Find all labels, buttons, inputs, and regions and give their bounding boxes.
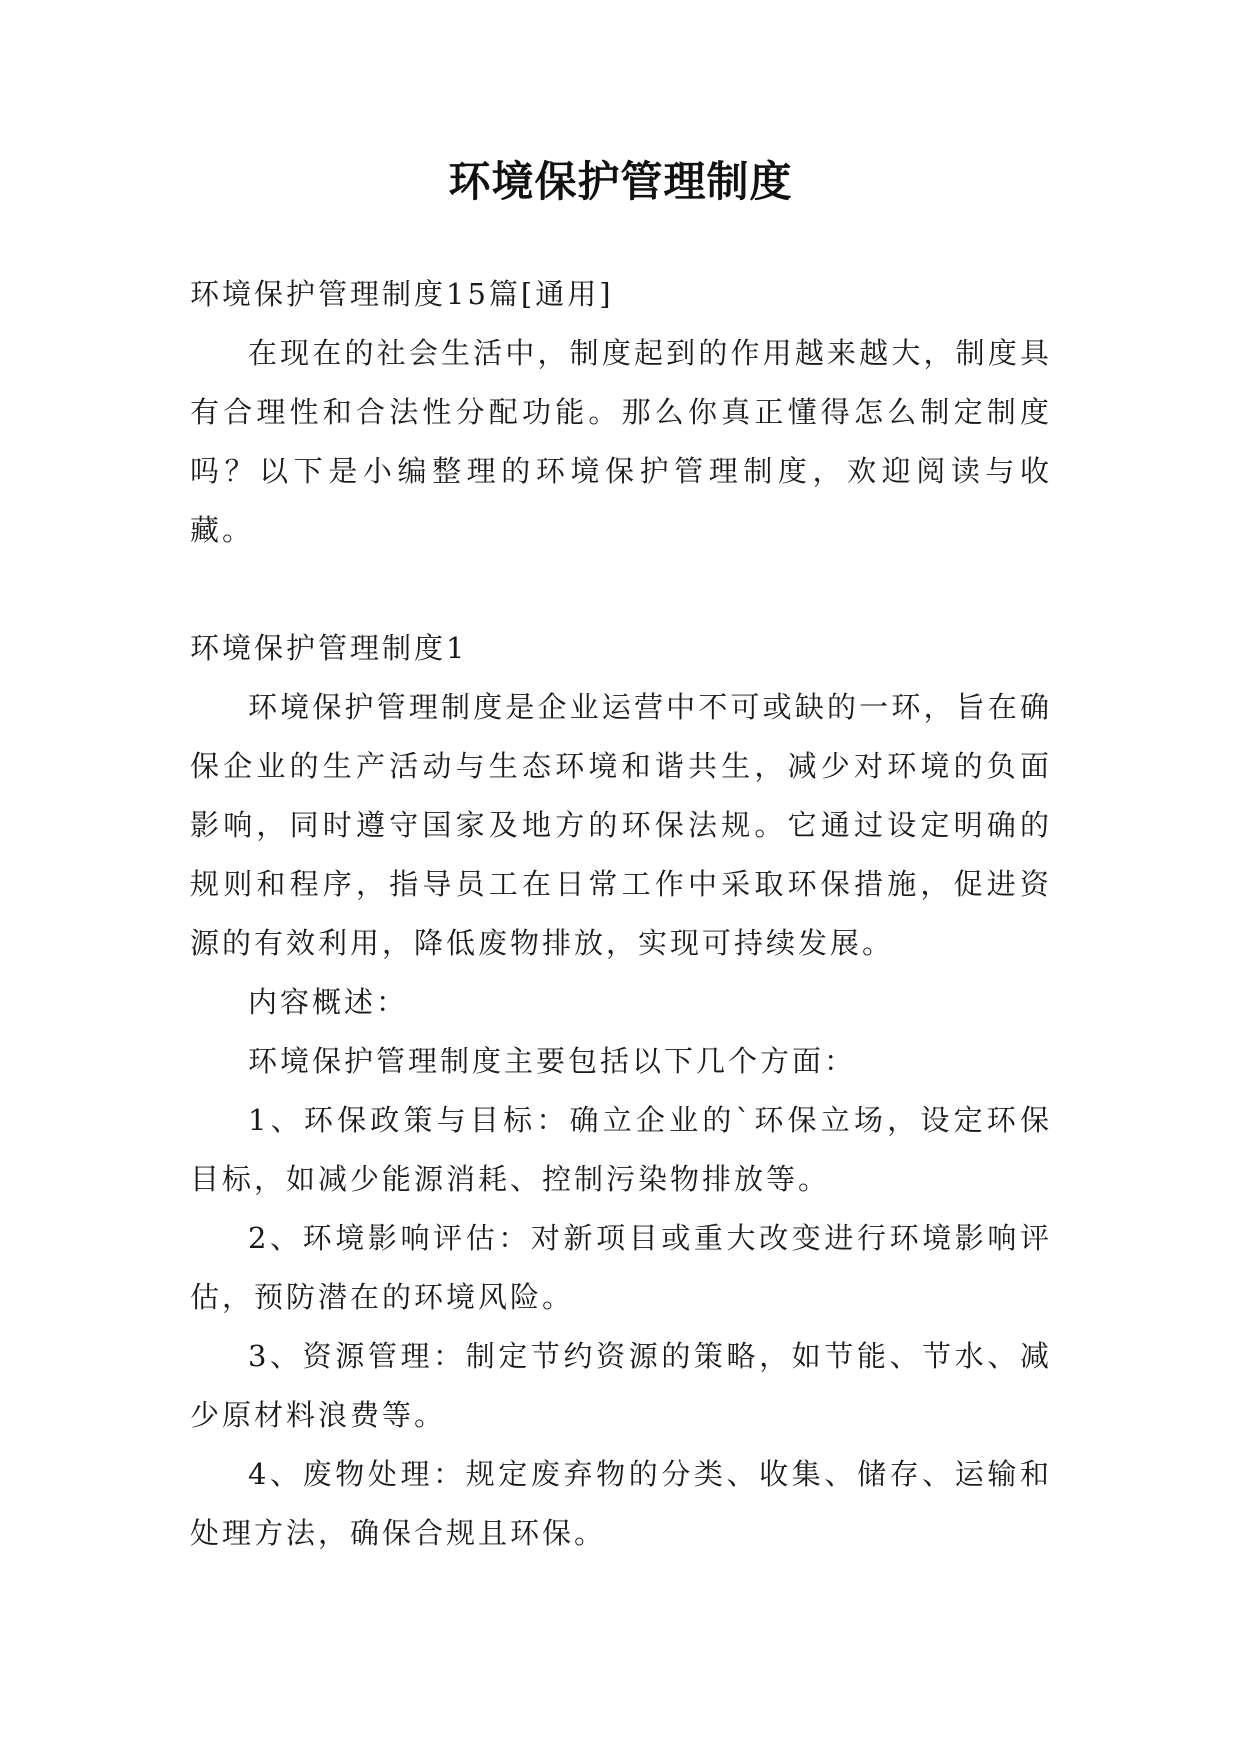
list-item: 4、废物处理：规定废弃物的分类、收集、储存、运输和处理方法，确保合规且环保。	[190, 1457, 1052, 1550]
document-subtitle: 环境保护管理制度15篇[通用]	[190, 277, 614, 311]
list-item: 3、资源管理：制定节约资源的策略，如节能、节水、减少原材料浪费等。	[190, 1339, 1052, 1432]
paragraph-gap	[190, 560, 1052, 619]
list-item: 1、环保政策与目标：确立企业的`环保立场，设定环保目标，如减少能源消耗、控制污染物排放等。	[190, 1103, 1052, 1196]
document-body	[190, 265, 1052, 1563]
content-overview-label: 内容概述：	[248, 985, 409, 1019]
intro-paragraph: 在现在的社会生活中，制度起到的作用越来越大，制度具有合理性和合法性分配功能。那么你真正懂得怎么制定制度吗？以下是小编整理的环境保护管理制度，欢迎阅读与收藏。	[190, 336, 1052, 547]
list-item: 2、环境影响评估：对新项目或重大改变进行环境影响评估，预防潜在的环境风险。	[190, 1221, 1052, 1314]
section-heading: 环境保护管理制度1	[190, 631, 468, 665]
body-paragraph: 环境保护管理制度主要包括以下几个方面：	[248, 1044, 857, 1078]
document-title: 环境保护管理制度	[448, 157, 793, 206]
body-paragraph: 环境保护管理制度是企业运营中不可或缺的一环，旨在确保企业的生产活动与生态环境和谐共生，减少对环境的负面影响，同时遵守国家及地方的环保法规。它通过设定明确的规则和程序，指导员工在日常工作中采取环保措施，促进资源的有效利用，降低废物排放，实现可持续发展。	[190, 690, 1052, 960]
